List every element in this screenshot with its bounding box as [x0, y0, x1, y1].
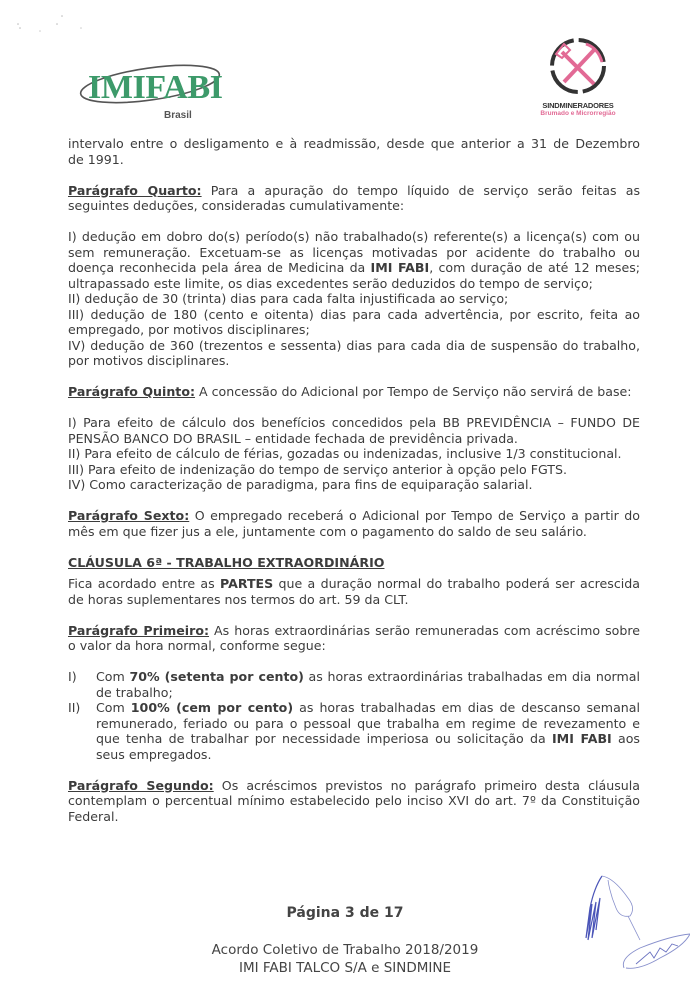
imifabi-logo [78, 58, 228, 128]
quarto-list [68, 229, 640, 369]
item-text: I) dedução em dobro do(s) período(s) não trabalhado(s) referente(s) a licença(s) com ou sem remuneração. Excetuam-se as licenças motivadas por acidente do trabalho ou doença reconhecida pela área de Medicina da [68, 229, 640, 275]
intro-line-2: de 1991. [68, 151, 124, 167]
rate-100: 100% (cem por cento) [130, 700, 294, 715]
handwritten-signature [580, 868, 690, 978]
paragrafo-quarto [68, 183, 640, 214]
clause-6-title: CLÁUSULA 6ª - TRABALHO EXTRAORDINÁRIO [68, 554, 385, 570]
list-number: II) [68, 700, 81, 715]
paragrafo-segundo-text: Os acréscimos previstos no parágrafo primeiro desta cláusula contemplam o percentual mínimo estabelecido pelo inciso XVI do art. 7º da Constituição Federal. [68, 777, 640, 824]
paragrafo-sexto-text: O empregado receberá o Adicional por Tempo de Serviço a partir do mês em que fizer jus a ele, juntamente com o pagamento do saldo de seu salário. [68, 508, 640, 539]
paragrafo-quinto-heading: Parágrafo Quinto: [68, 384, 196, 399]
list-item [68, 700, 640, 762]
paragrafo-sexto [68, 508, 640, 539]
item-text-part: as horas extraordinárias trabalhadas em dia normal de trabalho; [96, 669, 640, 700]
paragrafo-segundo [68, 778, 640, 825]
list-item: III) dedução de 180 (cento e oitenta) dias para cada advertência, por escrito, feita ao empregado, por motivos disciplinares; [68, 306, 640, 337]
rate-70: 70% (setenta por cento) [129, 669, 304, 684]
clause-6-text [68, 576, 640, 607]
item-text-part: as horas trabalhadas em dias de descanso semanal remunerado, feriado ou para o pessoal que trabalha em regime de revezamento e que tenha de trabalhar por necessidade imperiosa ou solicitação da [96, 700, 640, 746]
logo-region: Brumado e Microrregião [540, 110, 616, 117]
item-text [96, 669, 640, 700]
paragrafo-segundo-heading: Parágrafo Segundo: [68, 777, 214, 793]
footer-parties: IMI FABI TALCO S/A e SINDMINE [238, 960, 452, 976]
svg-text:IMIFABI: IMIFABI [88, 69, 220, 106]
company-name: IMI FABI [552, 731, 612, 746]
company-name: IMI FABI [370, 260, 430, 275]
page-number: Página 3 de 17 [286, 905, 404, 921]
clause-text: Fica acordado entre as [68, 576, 220, 591]
list-item: III) Para efeito de indenização do tempo de serviço anterior à opção pelo FGTS. [68, 461, 567, 477]
clause-text: que a duração normal do trabalho poderá ser acrescida de horas suplementares nos termos do art. 59 da CLT. [68, 576, 640, 607]
footer-agreement: Acordo Coletivo de Trabalho 2018/2019 [211, 942, 479, 958]
primeiro-list [68, 669, 640, 762]
item-text-part: Com [96, 669, 130, 684]
imifabi-logo-mark [78, 58, 228, 118]
sindmineradores-logo [518, 36, 638, 136]
logo-subtitle: Brasil [164, 110, 192, 121]
paragrafo-primeiro-heading: Parágrafo Primeiro: [68, 622, 210, 638]
item-text [96, 700, 640, 762]
list-item: II) dedução de 30 (trinta) dias para cada falta injustificada ao serviço; [68, 291, 509, 306]
paragrafo-primeiro [68, 623, 640, 654]
logo-org-name: SINDMINERADORES [542, 101, 614, 110]
intro-line-1: intervalo entre o desligamento e à readmissão, desde que anterior a 31 de Dezembro [68, 136, 640, 151]
list-number: I) [68, 669, 77, 684]
scan-artifacts [0, 0, 120, 40]
paragrafo-quinto-text: A concessão do Adicional por Tempo de Serviço não servirá de base: [195, 384, 632, 399]
paragrafo-quarto-text: Para a apuração do tempo líquido de serviço serão feitas as seguintes deduções, consideradas cumulativamente: [68, 182, 641, 213]
pickaxe-shovel-icon [548, 36, 608, 96]
partes-term: PARTES [220, 576, 274, 591]
list-item [68, 669, 640, 700]
paragrafo-sexto-heading: Parágrafo Sexto: [68, 508, 190, 523]
item-text-part: Com [96, 700, 131, 715]
list-item: I) Para efeito de cálculo dos benefícios concedidos pela BB PREVIDÊNCIA – FUNDO DE PENSÃO BANCO DO BRASIL – entidade fechada de previdência privada. [68, 415, 640, 446]
item-text-part: aos seus empregados. [96, 731, 640, 762]
list-item [68, 229, 640, 291]
item-text: , com duração de até 12 meses; ultrapassado este limite, os dias excedentes serão deduzidos do tempo de serviço; [68, 260, 640, 291]
list-item: IV) dedução de 360 (trezentos e sessenta) dias para cada dia de suspensão do trabalho, por motivos disciplinares. [68, 337, 640, 368]
paragrafo-quinto [68, 384, 640, 400]
intro-paragraph [68, 136, 640, 167]
list-item: II) Para efeito de cálculo de férias, gozadas ou indenizadas, inclusive 1/3 constitucional. [68, 446, 622, 461]
document-body [68, 136, 640, 840]
quinto-list [68, 415, 640, 493]
list-item: IV) Como caracterização de paradigma, para fins de equiparação salarial. [68, 477, 533, 492]
paragrafo-quarto-heading: Parágrafo Quarto: [68, 182, 202, 198]
paragrafo-primeiro-text: As horas extraordinárias serão remuneradas com acréscimo sobre o valor da hora normal, conforme segue: [68, 622, 640, 653]
